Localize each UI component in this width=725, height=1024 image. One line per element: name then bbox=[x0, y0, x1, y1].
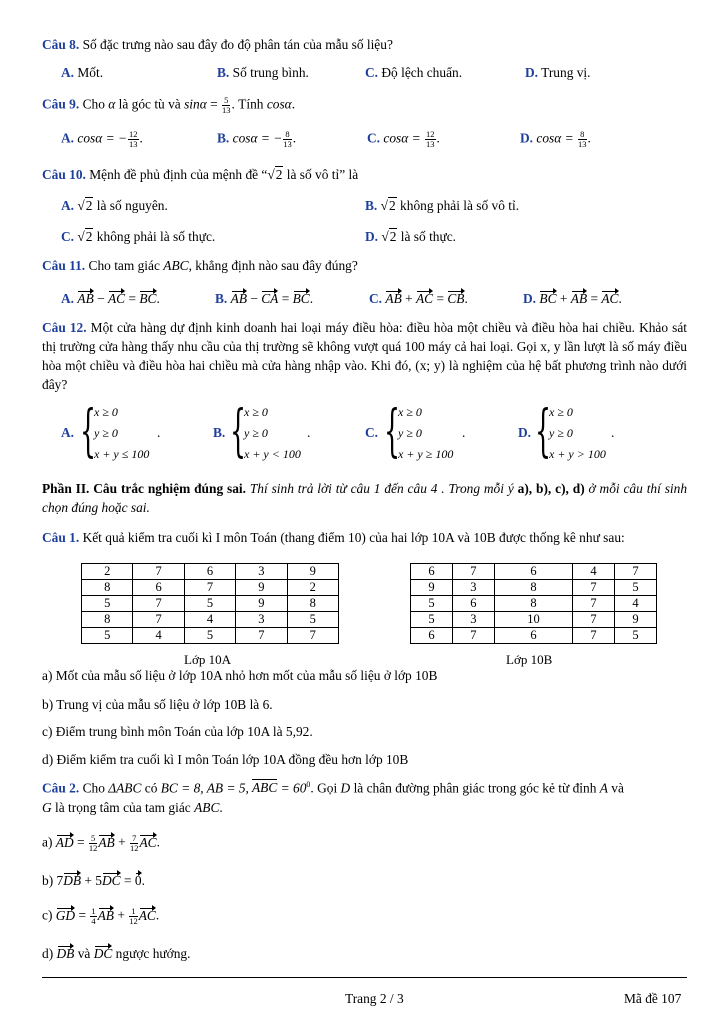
table-row bbox=[82, 564, 339, 580]
vector: GD bbox=[55, 907, 76, 923]
table-cell: 5 bbox=[615, 580, 657, 596]
option-a[interactable] bbox=[61, 198, 168, 214]
fraction: $\frac{1}{12}$ bbox=[129, 906, 138, 926]
option-c-letter[interactable]: C. bbox=[365, 425, 379, 440]
option-letter: B. bbox=[217, 65, 230, 80]
ineq: x + y ≥ 100 bbox=[398, 447, 454, 461]
option-c-system: { x ≥ 0 y ≥ 0 x + y ≥ 100 bbox=[384, 399, 454, 464]
fraction: $\frac{8}{13}$ bbox=[578, 129, 587, 149]
table-cell: 9 bbox=[236, 596, 287, 612]
ineq: x ≥ 0 bbox=[244, 405, 268, 419]
part-title: Phần II. Câu trắc nghiệm đúng sai. bbox=[42, 481, 246, 496]
table-row bbox=[82, 612, 339, 628]
statement-b[interactable]: b) Trung vị của mẫu số liệu ở lớp 10B là 6. bbox=[42, 697, 273, 712]
option-d[interactable]: D. BC + AB = AC. bbox=[523, 291, 622, 306]
statement-c[interactable]: c) Điểm trung bình môn Toán của lớp 10A là 5,92. bbox=[42, 724, 313, 739]
question-10 bbox=[42, 167, 358, 183]
table-cell: 8 bbox=[82, 612, 133, 628]
option-a[interactable] bbox=[61, 130, 143, 149]
punct: . bbox=[307, 425, 311, 440]
ineq: x ≥ 0 bbox=[398, 405, 422, 419]
table-cell: 2 bbox=[287, 580, 338, 596]
exam-code: Mã đề 107 bbox=[624, 991, 682, 1006]
vector: AC bbox=[108, 291, 126, 306]
option-letter: C. bbox=[367, 130, 381, 146]
table-cell: 4 bbox=[573, 564, 615, 580]
vector: BC bbox=[539, 291, 557, 306]
footer-divider bbox=[42, 977, 687, 978]
table-cell: 7 bbox=[573, 612, 615, 628]
statement-2a[interactable]: a) AD = $\frac{5}{12}$ AB + $\frac{7}{12}$ AC. bbox=[42, 833, 160, 853]
table-cell: 8 bbox=[82, 580, 133, 596]
question-label: Câu 1. bbox=[42, 530, 80, 545]
math: cosα = − bbox=[74, 130, 128, 146]
table-cell: 4 bbox=[184, 612, 235, 628]
table-cell: 6 bbox=[184, 564, 235, 580]
ineq: y ≥ 0 bbox=[549, 426, 573, 440]
table-row bbox=[411, 628, 657, 644]
option-d-system: { x ≥ 0 y ≥ 0 x + y > 100 bbox=[535, 399, 606, 464]
math: cosα bbox=[266, 96, 292, 112]
option-b[interactable] bbox=[217, 130, 296, 149]
table-cell: 6 bbox=[133, 580, 184, 596]
text: = bbox=[206, 96, 221, 112]
question-12 bbox=[42, 318, 687, 394]
option-d[interactable] bbox=[520, 130, 591, 149]
table-cell: 5 bbox=[184, 628, 235, 644]
table-cell: 5 bbox=[411, 612, 453, 628]
option-letter: D. bbox=[365, 229, 379, 244]
fraction: $\frac{12}{13}$ bbox=[129, 129, 138, 149]
option-letter: B. bbox=[365, 198, 378, 213]
table-cell: 6 bbox=[452, 596, 494, 612]
option-a[interactable] bbox=[61, 65, 103, 81]
text: . bbox=[291, 96, 296, 112]
fraction: $\frac{5}{12}$ bbox=[88, 833, 98, 853]
text: . bbox=[436, 130, 440, 146]
option-letter: D. bbox=[525, 65, 539, 80]
option-text: là số thực. bbox=[397, 229, 457, 244]
option-letter: B. bbox=[217, 130, 230, 146]
table-row bbox=[411, 596, 657, 612]
table-row bbox=[82, 596, 339, 612]
sqrt: √2 bbox=[77, 198, 93, 213]
table-cell: 7 bbox=[133, 564, 184, 580]
question-text: Một cửa hàng dự định kinh doanh hai loại máy điều hòa: điều hòa một chiều và điều hòa hai chiều. Khảo sát thị trường cửa hàng thấy nhu cầu của thị trường sẽ không vượt quá 100 máy cả hai loại. Gọi x, y lần lượt là số máy điều hòa một chiều và điều hòa hai chiều mà cửa hàng nhập vào. Khi đó, (x; y) là nghiệm của hệ bất phương trình nào dưới đây? bbox=[42, 320, 687, 392]
table-cell: 7 bbox=[287, 628, 338, 644]
table-row bbox=[411, 612, 657, 628]
question-label: Câu 9. bbox=[42, 96, 80, 112]
statement-2b[interactable]: b) 7DB + 5DC = 0. bbox=[42, 873, 145, 888]
table-cell: 3 bbox=[452, 580, 494, 596]
option-letter: C. bbox=[365, 65, 379, 80]
vector: AB bbox=[230, 291, 247, 306]
question-label: Câu 2. bbox=[42, 780, 80, 796]
option-c[interactable] bbox=[367, 130, 440, 149]
option-b[interactable] bbox=[365, 198, 519, 214]
math: ABC bbox=[163, 258, 189, 273]
text: Mệnh đề phủ định của mệnh đề “ bbox=[85, 167, 268, 182]
vector: 0 bbox=[134, 873, 142, 888]
statement-a[interactable]: a) Mốt của mẫu số liệu ở lớp 10A nhỏ hơn mốt của mẫu số liệu ở lớp 10B bbox=[42, 668, 438, 683]
option-text: Trung vị. bbox=[538, 65, 591, 80]
table-cell: 6 bbox=[411, 628, 453, 644]
table-cell: 5 bbox=[184, 596, 235, 612]
option-b-system: { x ≥ 0 y ≥ 0 x + y < 100 bbox=[230, 399, 301, 464]
sqrt: √2 bbox=[77, 229, 93, 244]
ineq: x + y > 100 bbox=[549, 447, 606, 461]
part2-question-1 bbox=[42, 530, 625, 546]
table-cell: 7 bbox=[615, 564, 657, 580]
sqrt: √2 bbox=[267, 167, 283, 182]
table-cell: 3 bbox=[236, 564, 287, 580]
fraction: $\frac{7}{12}$ bbox=[129, 833, 139, 853]
question-11 bbox=[42, 258, 358, 274]
option-b[interactable]: B. AB − CA = BC. bbox=[215, 291, 314, 306]
question-8 bbox=[42, 37, 393, 53]
option-b-letter[interactable]: B. bbox=[213, 425, 226, 440]
table-cell: 3 bbox=[452, 612, 494, 628]
vector: AB bbox=[77, 291, 94, 306]
ineq: y ≥ 0 bbox=[244, 426, 268, 440]
page-number: Trang 2 / 3 bbox=[345, 991, 404, 1006]
math: ΔABC bbox=[108, 780, 142, 796]
part-2-heading bbox=[42, 479, 687, 517]
table-cell: 5 bbox=[287, 612, 338, 628]
part2-question-2-line2: G là trọng tâm của tam giác ABC. bbox=[42, 800, 223, 815]
statement-2d[interactable]: d) DB và DC ngược hướng. bbox=[42, 946, 191, 961]
math: cosα = − bbox=[229, 130, 283, 146]
table-cell: 9 bbox=[411, 580, 453, 596]
table-cell: 9 bbox=[236, 580, 287, 596]
option-letter: C. bbox=[369, 291, 383, 306]
vector: DB bbox=[63, 873, 82, 888]
option-c[interactable] bbox=[365, 65, 462, 81]
vector: AC bbox=[416, 291, 434, 306]
table-row bbox=[82, 628, 339, 644]
math: sinα bbox=[184, 96, 207, 112]
text: . bbox=[292, 130, 297, 146]
question-label: Câu 11. bbox=[42, 258, 86, 273]
table-cell: 7 bbox=[133, 612, 184, 628]
option-b[interactable] bbox=[217, 65, 309, 81]
vector: AC bbox=[139, 834, 157, 850]
option-text: Mốt. bbox=[74, 65, 104, 80]
text: Cho tam giác bbox=[85, 258, 164, 273]
table-cell: 4 bbox=[615, 596, 657, 612]
question-text: Số đặc trưng nào sau đây đo độ phân tán của mẫu số liệu? bbox=[79, 37, 393, 52]
ineq: x ≥ 0 bbox=[549, 405, 573, 419]
table-cell: 5 bbox=[82, 596, 133, 612]
vector: BC bbox=[139, 291, 157, 306]
instruction: Thí sinh trả lời từ câu 1 đến câu 4 . Trong mỗi ý bbox=[246, 481, 518, 496]
question-9 bbox=[42, 96, 295, 115]
ineq: y ≥ 0 bbox=[398, 426, 422, 440]
math: cosα = bbox=[533, 130, 577, 146]
question-label: Câu 12. bbox=[42, 320, 87, 335]
text: , khẳng định nào sau đây đúng? bbox=[188, 258, 358, 273]
caption-10b: Lớp 10B bbox=[506, 652, 553, 667]
table-row bbox=[411, 564, 657, 580]
table-cell: 7 bbox=[573, 596, 615, 612]
vector: AB bbox=[570, 291, 588, 306]
fraction: $\frac{5}{13}$ bbox=[221, 95, 231, 115]
sqrt: √2 bbox=[380, 198, 396, 213]
table-cell: 6 bbox=[494, 564, 572, 580]
option-a-letter[interactable]: A. bbox=[61, 425, 75, 440]
table-cell: 7 bbox=[452, 628, 494, 644]
option-a[interactable]: A. AB − AC = BC. bbox=[61, 291, 160, 306]
table-cell: 7 bbox=[236, 628, 287, 644]
question-label: Câu 8. bbox=[42, 37, 80, 52]
question-label: Câu 10. bbox=[42, 167, 86, 182]
table-10a bbox=[81, 563, 339, 644]
text: . bbox=[139, 130, 143, 146]
vector: AD bbox=[55, 834, 74, 850]
option-letter: B. bbox=[215, 291, 228, 306]
option-text: là số nguyên. bbox=[93, 198, 168, 213]
table-row bbox=[411, 580, 657, 596]
punct: . bbox=[462, 425, 466, 440]
table-cell: 7 bbox=[184, 580, 235, 596]
angle: ABC bbox=[251, 780, 278, 796]
option-letter: D. bbox=[523, 291, 537, 306]
ineq: x + y < 100 bbox=[244, 447, 301, 461]
table-cell: 10 bbox=[494, 612, 572, 628]
option-letter: A. bbox=[61, 65, 75, 80]
option-d[interactable] bbox=[525, 65, 591, 81]
ineq: x + y ≤ 100 bbox=[94, 447, 150, 461]
option-letter: A. bbox=[61, 130, 75, 146]
vector: BC bbox=[292, 291, 310, 306]
vector: DC bbox=[102, 873, 121, 888]
option-text: Số trung bình. bbox=[229, 65, 309, 80]
table-cell: 5 bbox=[411, 596, 453, 612]
table-cell: 5 bbox=[615, 628, 657, 644]
text: là góc tù và bbox=[115, 96, 185, 112]
part2-question-2: Câu 2. Cho ΔABC có BC = 8, AB = 5, ABC = $60^0$. Gọi D là chân đường phân giác trong góc kẻ từ đỉnh A và bbox=[42, 780, 624, 796]
option-d-letter[interactable]: D. bbox=[518, 425, 532, 440]
vector: AB bbox=[385, 291, 402, 306]
table-cell: 9 bbox=[615, 612, 657, 628]
fraction: $\frac{8}{13}$ bbox=[283, 129, 292, 149]
table-cell: 7 bbox=[133, 596, 184, 612]
option-c[interactable]: C. AB + AC = CB. bbox=[369, 291, 468, 306]
table-cell: 3 bbox=[236, 612, 287, 628]
statement-d[interactable]: d) Điểm kiểm tra cuối kì I môn Toán lớp 10A đồng đều hơn lớp 10B bbox=[42, 752, 409, 767]
table-cell: 7 bbox=[452, 564, 494, 580]
vector: CB bbox=[447, 291, 465, 306]
vector: AC bbox=[138, 907, 156, 923]
table-cell: 7 bbox=[573, 628, 615, 644]
punct: . bbox=[157, 425, 161, 440]
option-a-system: { x ≥ 0 y ≥ 0 x + y ≤ 100 bbox=[80, 399, 150, 464]
table-cell: 2 bbox=[82, 564, 133, 580]
statement-2c[interactable]: c) GD = $\frac{1}{4}$ AB + $\frac{1}{12}$ AC. bbox=[42, 906, 160, 926]
math: cosα = bbox=[380, 130, 424, 146]
vector: AC bbox=[601, 291, 619, 306]
text: . bbox=[587, 130, 591, 146]
option-letter: A. bbox=[61, 291, 75, 306]
vector: CA bbox=[261, 291, 279, 306]
option-d[interactable] bbox=[365, 229, 456, 245]
option-letter: D. bbox=[520, 130, 534, 146]
option-text: Độ lệch chuẩn. bbox=[378, 65, 463, 80]
table-cell: 9 bbox=[287, 564, 338, 580]
table-cell: 4 bbox=[133, 628, 184, 644]
ineq: x ≥ 0 bbox=[94, 405, 118, 419]
table-10b bbox=[410, 563, 657, 644]
table-cell: 6 bbox=[411, 564, 453, 580]
table-cell: 6 bbox=[494, 628, 572, 644]
option-text: không phải là số thực. bbox=[93, 229, 216, 244]
question-text: Kết quả kiểm tra cuối kì I môn Toán (thang điểm 10) của hai lớp 10A và 10B được thống kê như sau: bbox=[79, 530, 625, 545]
punct: . bbox=[611, 425, 615, 440]
math: BC = 8, AB = 5, bbox=[160, 780, 252, 796]
sqrt: √2 bbox=[381, 229, 397, 244]
option-letter: A. bbox=[61, 198, 75, 213]
ineq: y ≥ 0 bbox=[94, 426, 118, 440]
math: α bbox=[108, 96, 116, 112]
fraction: $\frac{1}{4}$ bbox=[91, 906, 96, 926]
instruction-bold: a), b), c), d) bbox=[517, 481, 585, 496]
table-row bbox=[82, 580, 339, 596]
table-cell: 7 bbox=[573, 580, 615, 596]
vector: AB bbox=[97, 907, 114, 923]
vector: DB bbox=[56, 946, 75, 961]
option-text: không phải là số vô tỉ. bbox=[396, 198, 520, 213]
vector: AB bbox=[98, 834, 115, 850]
fraction: $\frac{12}{13}$ bbox=[426, 129, 435, 149]
table-cell: 5 bbox=[82, 628, 133, 644]
caption-10a: Lớp 10A bbox=[184, 652, 231, 667]
table-cell: 8 bbox=[494, 596, 572, 612]
text: Cho bbox=[79, 96, 109, 112]
option-letter: C. bbox=[61, 229, 75, 244]
option-c[interactable] bbox=[61, 229, 215, 245]
vector: DC bbox=[93, 946, 113, 961]
text: . Tính bbox=[231, 96, 267, 112]
text: là số vô tỉ” là bbox=[283, 167, 359, 182]
instruction: ở mỗi câu thí sinh chọn đúng hoặc sai. bbox=[42, 481, 688, 515]
table-cell: 8 bbox=[494, 580, 572, 596]
table-cell: 8 bbox=[287, 596, 338, 612]
